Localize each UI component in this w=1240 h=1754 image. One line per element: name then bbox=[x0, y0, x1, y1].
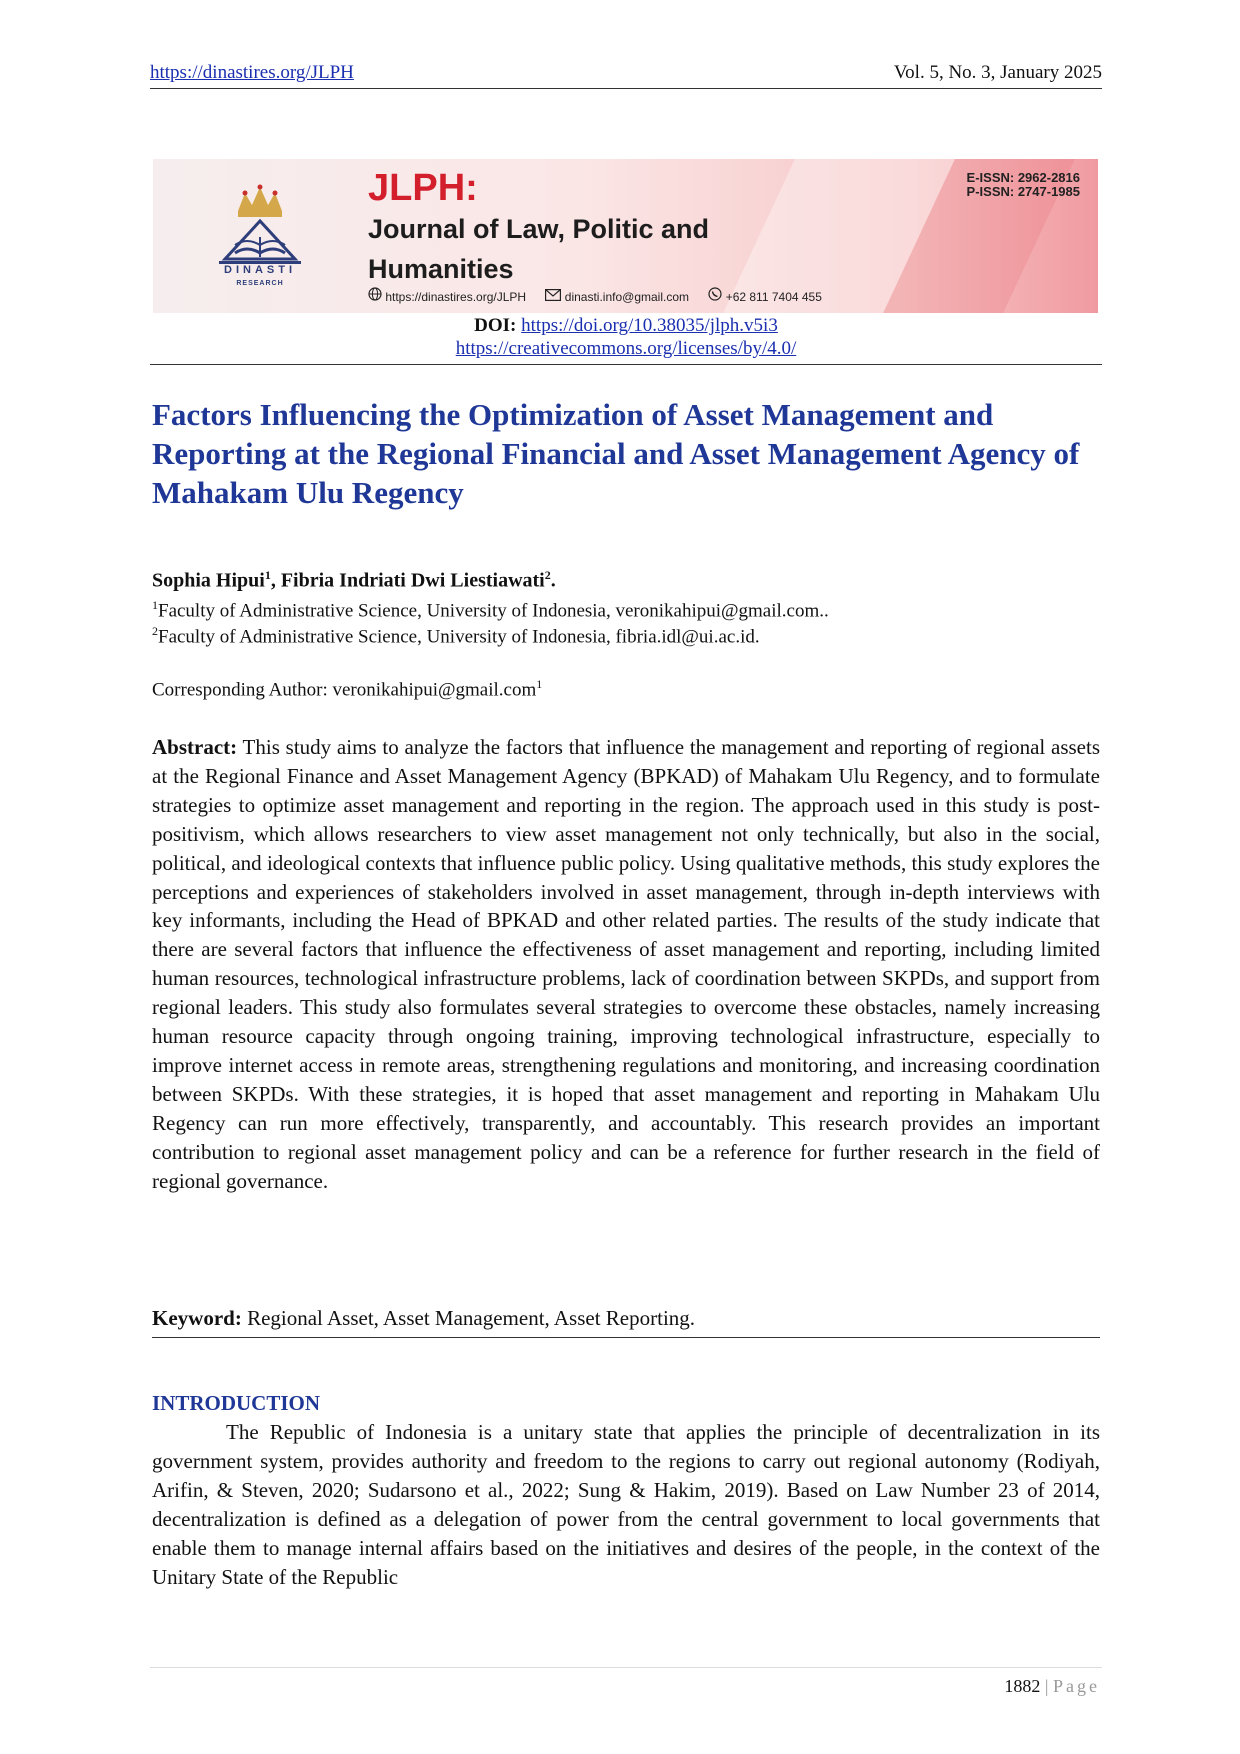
envelope-icon bbox=[545, 289, 561, 301]
journal-abbreviation: JLPH: bbox=[368, 167, 478, 209]
introduction-heading: INTRODUCTION bbox=[152, 1391, 321, 1415]
p-issn: P-ISSN: 2747-1985 bbox=[966, 184, 1080, 199]
author-2: Fibria Indriati Dwi Liestiawati bbox=[280, 569, 545, 592]
license-link[interactable]: https://creativecommons.org/licenses/by/4.0/ bbox=[455, 338, 797, 359]
doi-block bbox=[150, 314, 1102, 360]
abstract-paragraph bbox=[152, 733, 1100, 1196]
keyword-label: Keyword: bbox=[152, 1306, 242, 1330]
abstract-text: This study aims to analyze the factors that influence the management and reporting of regional assets at the Regional Finance and Asset Management Agency (BPKAD) of Mahakam Ulu Regency, and to formulate strategies to optimize asset management and reporting in the region. The approach used in this study is post-positivism, which allows researchers to view asset management not only technically, but also in the social, political, and ideological contexts that influence public policy. Using qualitative methods, this study explores the perceptions and experiences of stakeholders involved in asset management, through in-depth interviews with key informants, including the Head of BPKAD and other related parties. The results of the study indicate that there are several factors that influence the effectiveness of asset management and reporting, including limited human resources, technological infrastructure problems, lack of coordination between SKPDs, and support from regional leaders. This study also formulates several strategies to overcome these obstacles, namely increasing human resource capacity through ongoing training, improving technological infrastructure, especially to improve internet access in remote areas, strengthening regulations and monitoring, and increasing coordination between SKPDs. With these strategies, it is hoped that asset management and reporting in Mahakam Ulu Regency can run more effectively, transparently, and accountably. This research provides an important contribution to regional asset management policy and can be a reference for further research in the field of regional governance. bbox=[152, 735, 1101, 1193]
author-line: Sophia Hipui$^1$, Fibria Indriati Dwi Liestiawati$^2$. bbox=[152, 568, 556, 592]
abstract-label: Abstract: bbox=[152, 735, 238, 759]
header-divider bbox=[150, 364, 1102, 365]
dinasti-crown-book-logo-icon bbox=[205, 181, 315, 296]
page-footer bbox=[1004, 1676, 1100, 1697]
doi-link[interactable]: https://doi.org/10.38035/jlph.v5i3 bbox=[521, 315, 778, 336]
volume-info: Vol. 5, No. 3, January 2025 bbox=[893, 62, 1102, 83]
affiliation-2: $^2$Faculty of Administrative Science, University of Indonesia, fibria.idl@ui.ac.id. bbox=[152, 624, 760, 648]
whatsapp-icon bbox=[708, 287, 722, 301]
page-label: Page bbox=[1053, 1676, 1100, 1696]
journal-url-link[interactable]: https://dinastires.org/JLPH bbox=[150, 62, 354, 83]
website-contact[interactable] bbox=[368, 287, 526, 304]
journal-banner bbox=[153, 159, 1098, 313]
footer-separator: | bbox=[1044, 1676, 1049, 1696]
banner-phone: +62 811 7404 455 bbox=[725, 290, 822, 304]
introduction-paragraph: The Republic of Indonesia is a unitary state that applies the principle of decentralization in its government system, provides authority and freedom to the regions to carry out regional autonomy (Rodiyah, Arifin, & Steven, 2020; Sudarsono et al., 2022; Sung & Hakim, 2019). Based on Law Number 23 of 2014, decentralization is defined as a delegation of power from the central government to local governments that enable them to manage internal affairs based on the initiatives and desires of the people, in the context of the Unitary State of the Republic bbox=[152, 1420, 1100, 1589]
journal-name: Journal of Law, Politic and Humanities bbox=[368, 214, 710, 284]
footer-divider bbox=[150, 1667, 1102, 1668]
globe-icon bbox=[368, 287, 382, 301]
running-header bbox=[150, 60, 1102, 89]
page-number: 1882 bbox=[1004, 1676, 1041, 1696]
banner-email: dinasti.info@gmail.com bbox=[564, 290, 689, 304]
email-contact[interactable] bbox=[545, 289, 689, 304]
issn-block bbox=[967, 171, 1080, 199]
affiliation-1: $^1$Faculty of Administrative Science, University of Indonesia, veronikahipui@gmail.com.. bbox=[152, 598, 829, 622]
logo-wordmark: DINASTI bbox=[224, 264, 296, 276]
keywords-text: Regional Asset, Asset Management, Asset Reporting. bbox=[247, 1306, 696, 1330]
keywords-line bbox=[152, 1306, 1100, 1338]
e-issn: E-ISSN: 2962-2816 bbox=[966, 170, 1080, 185]
banner-contacts bbox=[368, 287, 838, 304]
author-1: Sophia Hipui bbox=[152, 569, 265, 592]
corresponding-author: Corresponding Author: veronikahipui@gmail.com$^1$ bbox=[152, 677, 543, 701]
doi-label: DOI: bbox=[474, 315, 517, 336]
article-title: Factors Influencing the Optimization of Asset Management and Reporting at the Regional Financial and Asset Management Agency of Mahakam Ulu Regency bbox=[152, 397, 1080, 510]
logo-subtitle: RESEARCH bbox=[236, 280, 284, 287]
phone-contact[interactable] bbox=[708, 287, 822, 304]
banner-website: https://dinastires.org/JLPH bbox=[385, 290, 527, 304]
